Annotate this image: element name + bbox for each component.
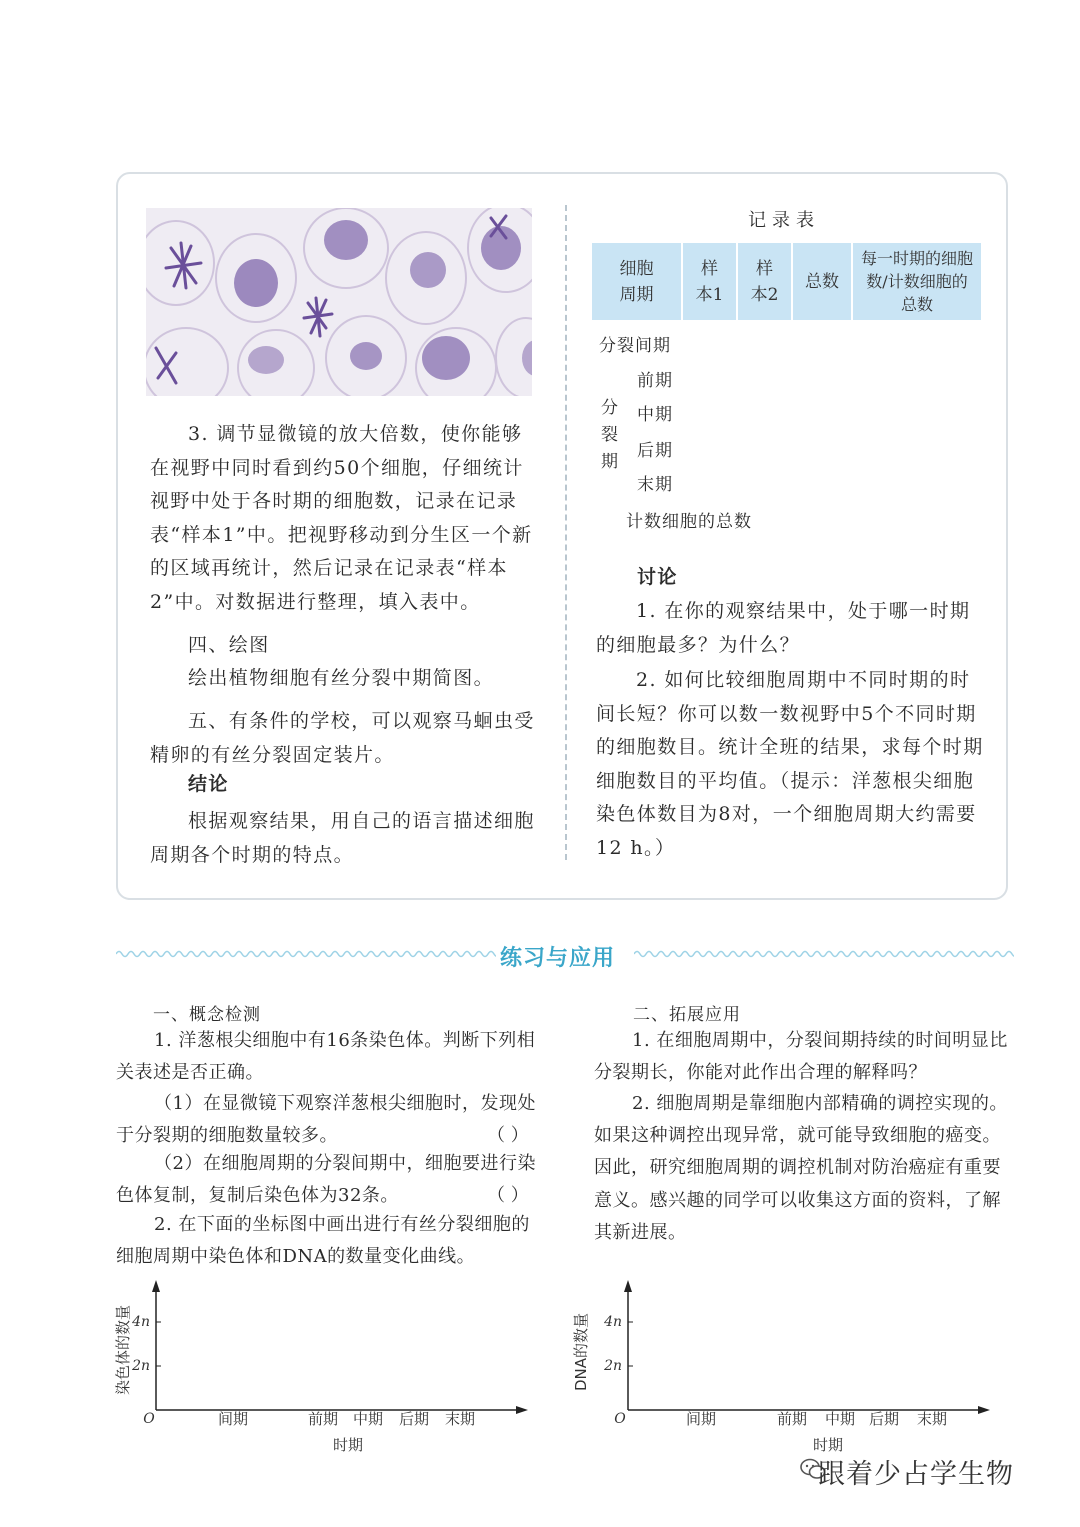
origin-label: O — [143, 1411, 155, 1427]
x-tick-telophase: 末期 — [916, 1410, 948, 1428]
exercise-title: 练习与应用 — [500, 946, 616, 971]
header-sample-2: 样本2 — [737, 243, 792, 320]
onion-root-tip-micrograph — [146, 208, 532, 396]
record-table-header-row — [592, 243, 982, 320]
answer-blank-1[interactable]: （ ） — [487, 1125, 529, 1146]
concept-q2: 2. 在下面的坐标图中画出进行有丝分裂细胞的细胞周期中染色体和DNA的数量变化曲线。 — [116, 1214, 530, 1268]
x-tick-anaphase: 后期 — [868, 1410, 900, 1428]
conclusion-heading: 结论 — [188, 773, 229, 795]
row-total: 计数细胞的总数 — [626, 512, 752, 532]
conclusion-text: 根据观察结果，用自己的语言描述细胞周期各个时期的特点。 — [150, 810, 535, 866]
x-tick-telophase: 末期 — [444, 1410, 476, 1428]
record-table-title: 记录表 — [748, 210, 820, 231]
x-tick-interphase: 间期 — [217, 1410, 249, 1428]
left-wave-divider — [116, 948, 496, 960]
x-tick-prophase: 前期 — [307, 1410, 339, 1428]
right-wave-divider — [634, 948, 1014, 960]
step-3-text: 3. 调节显微镜的放大倍数，使你能够在视野中同时看到约50个细胞，仔细统计视野中处于各时期的细胞数，记录在记录表“样本1”中。把视野移动到分生区一个新的区域再统计，然后记录在记录表“样本2”中。对数据进行整理，填入表中。 — [150, 423, 533, 613]
record-table — [592, 243, 983, 320]
page-edge — [1042, 193, 1080, 353]
concept-check-heading: 一、概念检测 — [153, 1005, 261, 1025]
x-tick-prophase: 前期 — [776, 1410, 808, 1428]
column-divider — [565, 205, 567, 860]
section-5-text: 五、有条件的学校，可以观察马蛔虫受精卵的有丝分裂固定装片。 — [150, 710, 535, 766]
x-tick-interphase: 间期 — [685, 1410, 717, 1428]
concept-q1-b: （2）在细胞周期的分裂间期中，细胞要进行染色体复制，复制后染色体为32条。 — [116, 1153, 536, 1207]
y-axis-label: 染色体的数量 — [114, 1304, 132, 1396]
dna-graph[interactable] — [570, 1280, 1010, 1475]
y-axis-label: DNA的数量 — [572, 1312, 590, 1392]
section-4-text: 绘出植物细胞有丝分裂中期简图。 — [188, 667, 495, 689]
discussion-heading: 讨论 — [637, 566, 678, 588]
extension-q1: 1. 在细胞周期中，分裂间期持续的时间明显比分裂期长，你能对此作出合理的解释吗？ — [594, 1030, 1008, 1084]
concept-q1-a: （1）在显微镜下观察洋葱根尖细胞时，发现处于分裂期的细胞数量较多。 — [116, 1093, 536, 1147]
extension-q2: 2. 细胞周期是靠细胞内部精确的调控实现的。如果这种调控出现异常，就可能导致细胞的癌变。因此，研究细胞周期的调控机制对防治癌症有重要意义。感兴趣的同学可以收集这方面的资料，了解其新进展。 — [594, 1093, 1008, 1243]
section-4-heading: 四、绘图 — [188, 634, 270, 656]
row-anaphase: 后期 — [637, 441, 673, 461]
x-tick-metaphase: 中期 — [824, 1410, 856, 1428]
x-axis-label: 时期 — [812, 1436, 844, 1454]
row-prophase: 前期 — [637, 371, 673, 391]
x-axis-label: 时期 — [332, 1436, 364, 1454]
row-metaphase: 中期 — [637, 405, 673, 425]
x-tick-anaphase: 后期 — [398, 1410, 430, 1428]
concept-q1: 1. 洋葱根尖细胞中有16条染色体。判断下列相关表述是否正确。 — [116, 1030, 536, 1084]
watermark-text: 跟着少占学生物 — [818, 1459, 1014, 1490]
answer-blank-2[interactable]: （ ） — [487, 1185, 529, 1206]
header-ratio: 每一时期的细胞数/计数细胞的总数 — [852, 243, 982, 320]
header-cell-cycle: 细胞周期 — [592, 243, 682, 320]
origin-label: O — [614, 1411, 626, 1427]
discussion-q1: 1. 在你的观察结果中，处于哪一时期的细胞最多？为什么？ — [596, 600, 971, 656]
y-tick-2n: 2n — [604, 1358, 622, 1374]
row-mitosis-group: 分裂期 — [601, 398, 619, 472]
chromosome-graph[interactable] — [108, 1280, 548, 1475]
y-tick-4n: 4n — [604, 1314, 622, 1330]
header-sample-1: 样本1 — [682, 243, 737, 320]
header-total: 总数 — [792, 243, 852, 320]
x-tick-metaphase: 中期 — [352, 1410, 384, 1428]
y-tick-2n: 2n — [132, 1358, 150, 1374]
y-tick-4n: 4n — [132, 1314, 150, 1330]
row-interphase: 分裂间期 — [599, 336, 671, 356]
discussion-q2: 2. 如何比较细胞周期中不同时期的时间长短？你可以数一数视野中5个不同时期的细胞数目。统计全班的结果，求每个时期细胞数目的平均值。（提示：洋葱根尖细胞染色体数目为8对，一个细胞周期大约需要12 h。） — [596, 669, 984, 859]
row-telophase: 末期 — [637, 475, 673, 495]
extension-heading: 二、拓展应用 — [633, 1005, 741, 1025]
